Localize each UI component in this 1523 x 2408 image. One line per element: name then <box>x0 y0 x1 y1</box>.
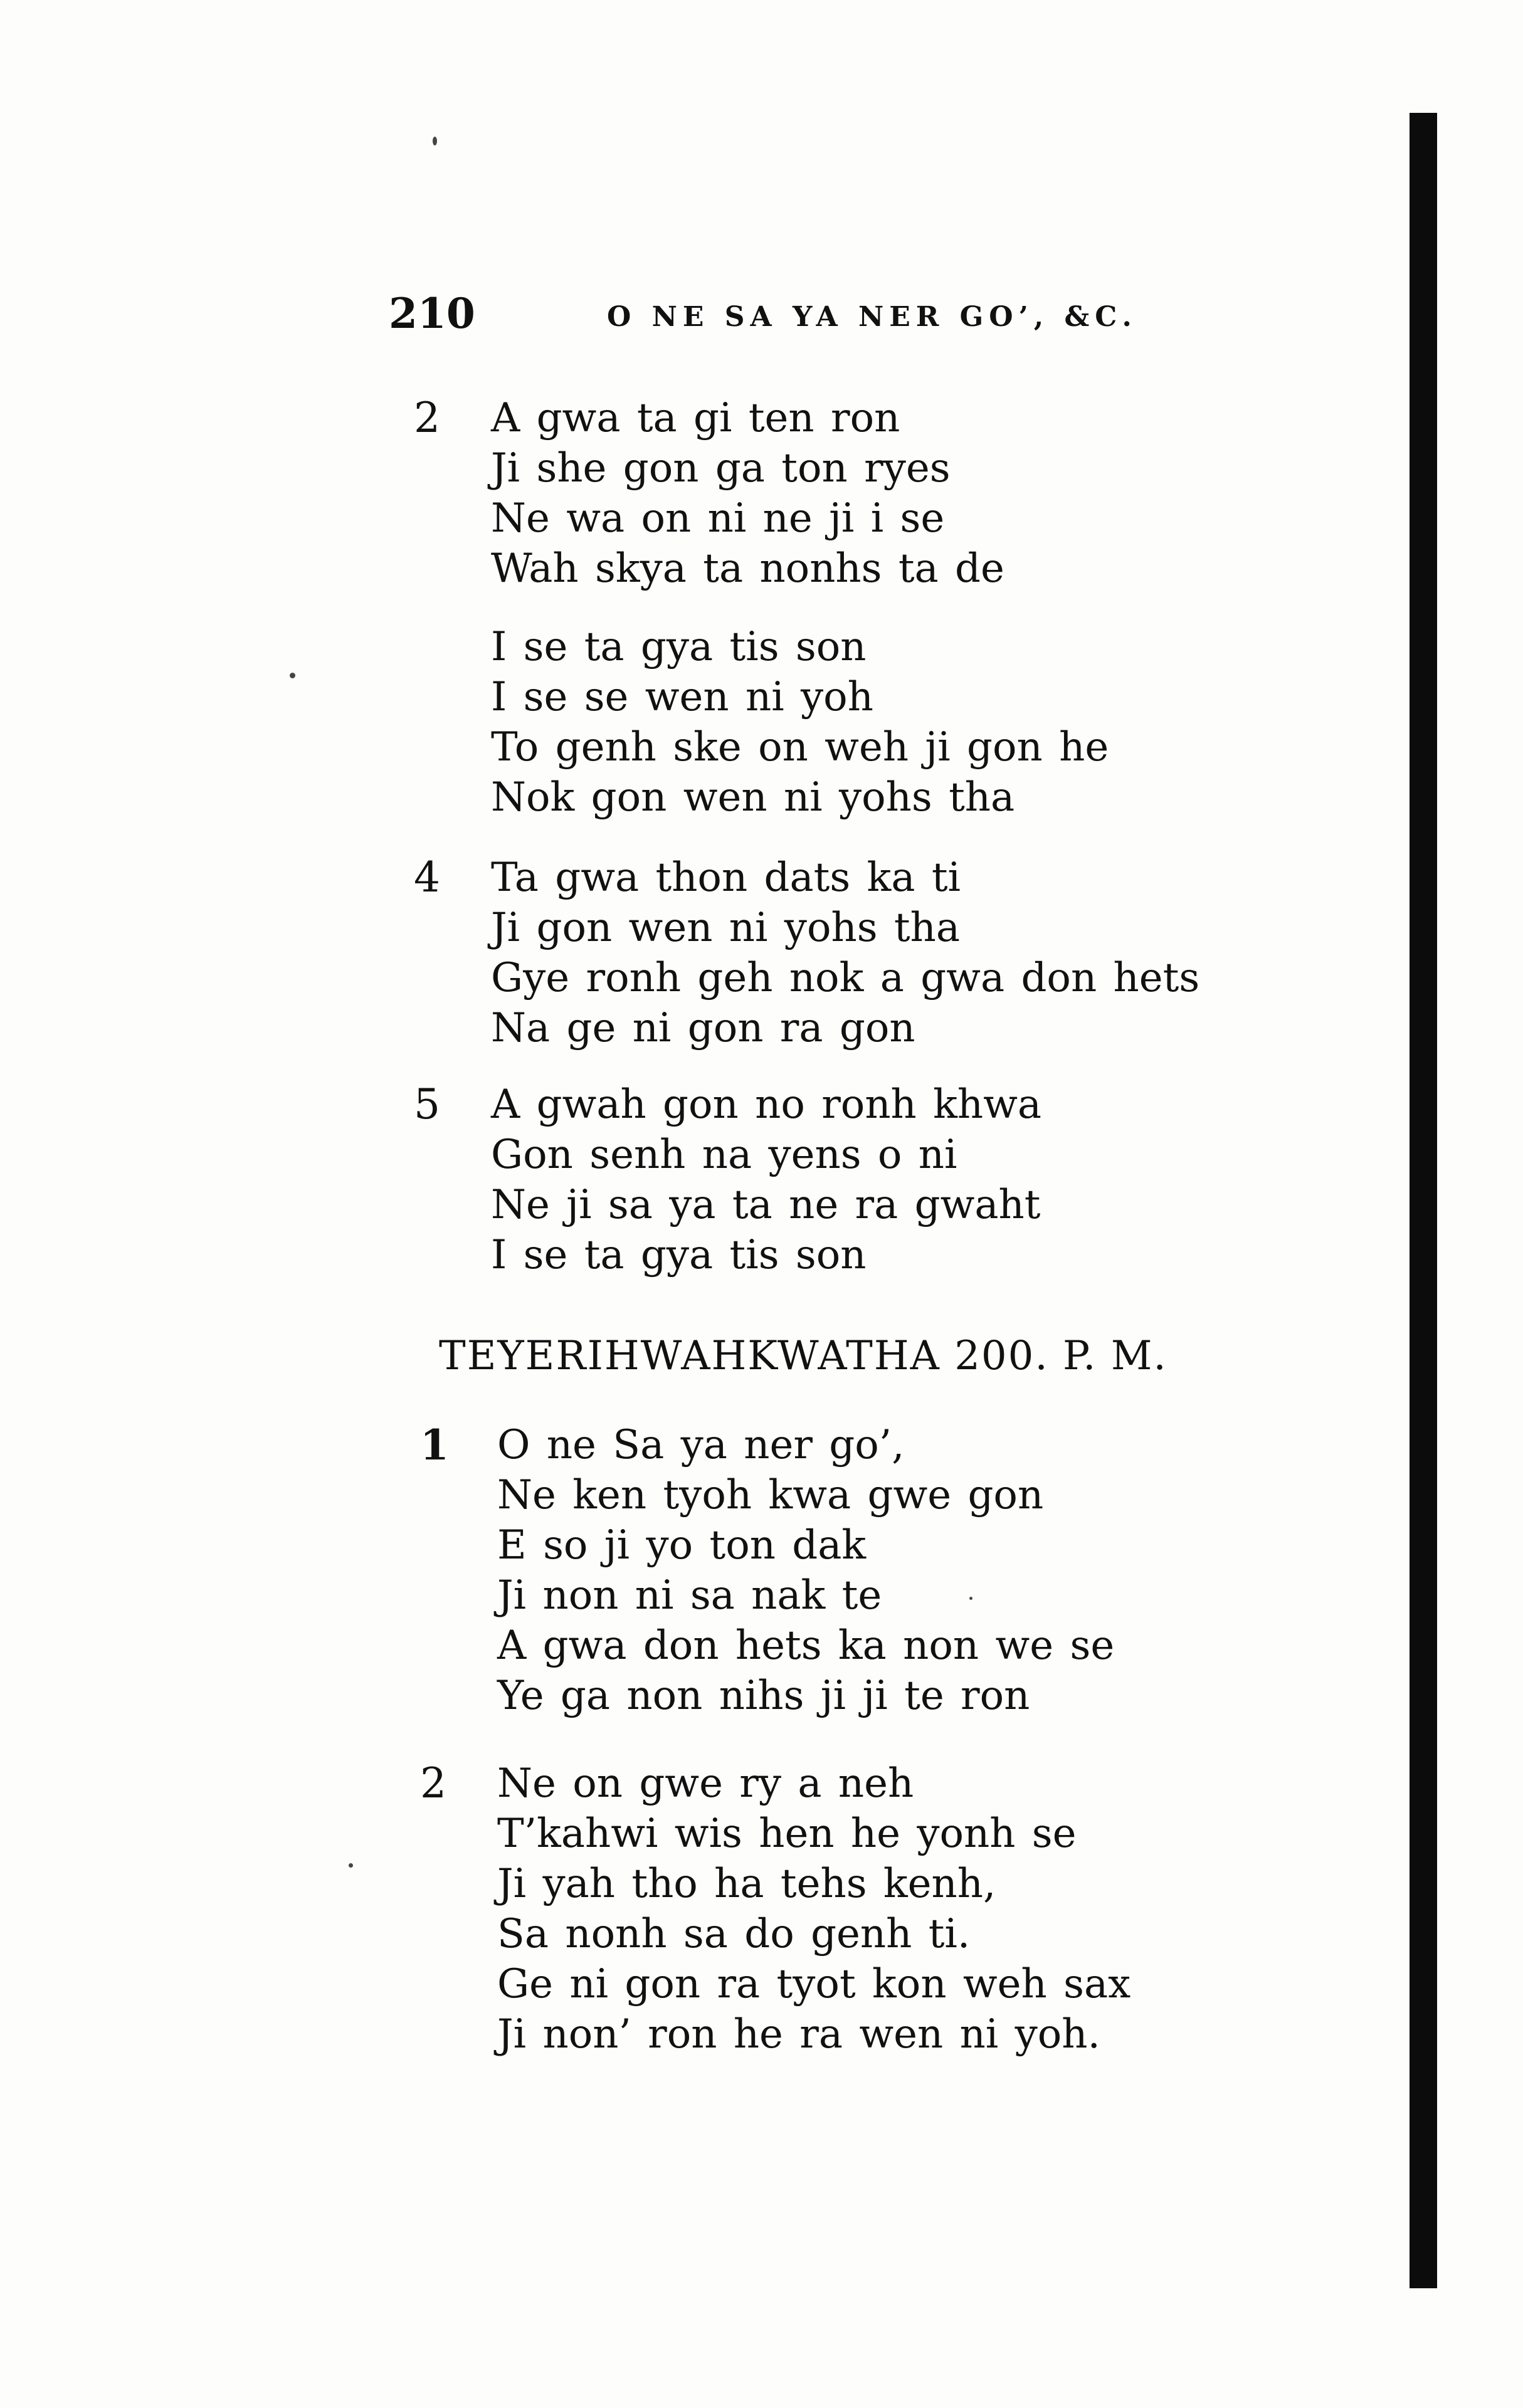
verse-lines <box>491 393 1004 594</box>
verse-lines <box>491 853 1199 1053</box>
verse-line: Gon senh na yens o ni <box>491 1132 957 1178</box>
verse-line: I se se wen ni yoh <box>491 674 873 720</box>
verse-line: I se ta gya tis son <box>491 624 867 670</box>
page-number: 210 <box>389 289 475 338</box>
verse-line: Ne on gwe ry a neh <box>497 1760 914 1807</box>
ink-speck <box>433 137 437 145</box>
verse-line: A gwa ta gi ten ron <box>491 395 900 441</box>
running-head: O NE SA YA NER GO’, &C. <box>607 301 1137 333</box>
verse-line: O ne Sa ya ner go’, <box>497 1422 905 1468</box>
verse-line: Ne ken tyoh kwa gwe gon <box>497 1472 1044 1518</box>
verse-line: Ji she gon ga ton ryes <box>491 445 951 492</box>
verse-line: A gwah gon no ronh khwa <box>491 1081 1042 1128</box>
page-header <box>389 285 1267 342</box>
verse-line: Wah skya ta nonhs ta de <box>491 545 1004 592</box>
verse-number: 2 <box>414 394 440 442</box>
verse-lines <box>491 1080 1041 1280</box>
verse-line: Na ge ni gon ra gon <box>491 1005 915 1051</box>
verse-line: Ye ga non nihs ji ji te ron <box>497 1673 1030 1719</box>
verse-number: 2 <box>420 1759 446 1807</box>
verse-line: Ji non’ ron he ra wen ni yoh. <box>497 2011 1100 2058</box>
verse-line: I se ta gya tis son <box>491 1232 867 1278</box>
verse-line: Ne ji sa ya ta ne ra gwaht <box>491 1182 1041 1228</box>
verse-line: Nok gon wen ni yohs tha <box>491 774 1015 821</box>
verse-line: E so ji yo ton dak <box>497 1522 867 1569</box>
hymn-title: TEYERIHWAHKWATHA 200. P. M. <box>439 1333 1167 1379</box>
verse-line: Ge ni gon ra tyot kon weh sax <box>497 1961 1131 2007</box>
verse-lines <box>497 1420 1114 1721</box>
ink-speck <box>290 673 295 678</box>
verse-lines <box>497 1759 1130 2059</box>
verse-line: Ne wa on ni ne ji i se <box>491 495 945 542</box>
verse-line: Ji yah tho ha tehs kenh, <box>497 1861 996 1907</box>
verse-number: 1 <box>420 1421 449 1470</box>
verse-number: 4 <box>414 853 440 902</box>
ink-speck <box>349 1863 353 1868</box>
verse-number: 5 <box>414 1080 440 1128</box>
verse-line: Ji gon wen ni yohs tha <box>491 905 960 951</box>
verse-line: To genh ske on weh ji gon he <box>491 724 1109 770</box>
verse-line: T’kahwi wis hen he yonh se <box>497 1811 1077 1857</box>
verse-lines <box>491 622 1109 823</box>
page-edge-shadow <box>1410 113 1437 2288</box>
verse-line: Gye ronh geh nok a gwa don hets <box>491 955 1200 1001</box>
verse-line: A gwa don hets ka non we se <box>497 1622 1115 1669</box>
verse-line: Ji non ni sa nak te <box>497 1572 882 1619</box>
verse-line: Sa nonh sa do genh ti. <box>497 1911 971 1957</box>
verse-line: Ta gwa thon dats ka ti <box>491 854 961 901</box>
